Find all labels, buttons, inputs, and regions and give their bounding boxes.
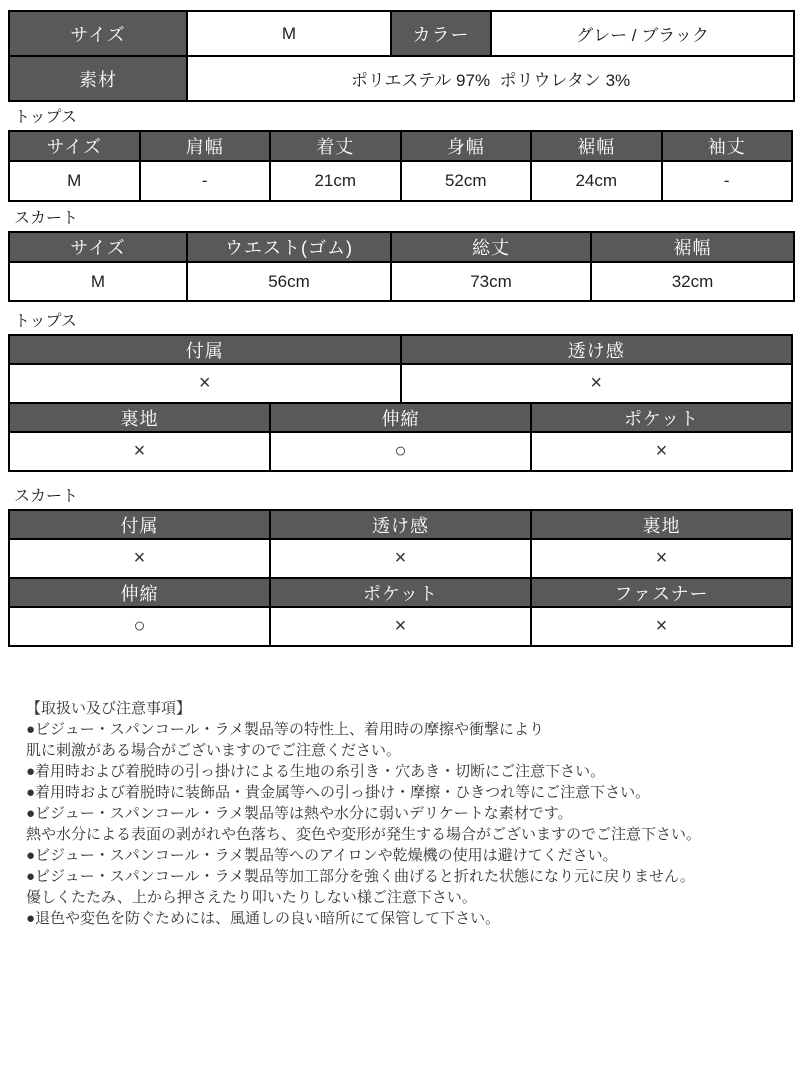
header-cell: 裾幅 bbox=[531, 131, 662, 161]
value-cell: × bbox=[270, 539, 531, 578]
header-cell: 伸縮 bbox=[270, 403, 531, 432]
header-cell: 裾幅 bbox=[591, 232, 794, 262]
header-cell: 付属 bbox=[9, 510, 270, 539]
header-cell: 付属 bbox=[9, 335, 401, 364]
care-note-line: ●ビジュー・スパンコール・ラメ製品等へのアイロンや乾燥機の使用は避けてください。 bbox=[26, 847, 618, 864]
value-cell: × bbox=[531, 432, 792, 471]
value-cell: 24cm bbox=[531, 161, 662, 201]
value-cell: 56cm bbox=[187, 262, 391, 301]
header-cell: 伸縮 bbox=[9, 578, 270, 607]
value-cell: M bbox=[9, 262, 187, 301]
color-value-cell: グレー / ブラック bbox=[491, 11, 794, 56]
header-cell: 総丈 bbox=[391, 232, 591, 262]
care-note-line: ●ビジュー・スパンコール・ラメ製品等の特性上、着用時の摩擦や衝撃により bbox=[26, 721, 545, 738]
care-note-line: ●着用時および着脱時の引っ掛けによる生地の糸引き・穴あき・切断にご注意下さい。 bbox=[26, 763, 606, 780]
value-cell: - bbox=[662, 161, 793, 201]
skirt-features-section-label: スカート bbox=[14, 488, 79, 505]
value-cell: - bbox=[140, 161, 271, 201]
value-cell: 32cm bbox=[591, 262, 794, 301]
header-cell: 透け感 bbox=[270, 510, 531, 539]
material-label-cell: 素材 bbox=[9, 56, 187, 101]
care-notes bbox=[26, 698, 786, 929]
material-value-cell: ポリエステル 97% ポリウレタン 3% bbox=[187, 56, 794, 101]
skirt-measure-table bbox=[8, 231, 795, 302]
header-cell: 袖丈 bbox=[662, 131, 793, 161]
value-cell: ○ bbox=[270, 432, 531, 471]
header-cell: ポケット bbox=[531, 403, 792, 432]
care-note-line: 熱や水分による表面の剥がれや色落ち、変色や変形が発生する場合がございますのでご注意下さい。 bbox=[26, 826, 702, 843]
value-cell: × bbox=[9, 432, 270, 471]
header-cell: 裏地 bbox=[9, 403, 270, 432]
care-note-line: 肌に刺激がある場合がございますのでご注意ください。 bbox=[26, 742, 402, 759]
header-cell: 裏地 bbox=[531, 510, 792, 539]
header-cell: ファスナー bbox=[531, 578, 792, 607]
size-value-cell: M bbox=[187, 11, 391, 56]
tops-features-section-label: トップス bbox=[14, 313, 77, 330]
tops-features-table bbox=[8, 334, 793, 472]
care-note-line: ●ビジュー・スパンコール・ラメ製品等加工部分を強く曲げると折れた状態になり元に戻りません。 bbox=[26, 868, 695, 885]
value-cell: × bbox=[9, 364, 401, 403]
header-cell: 透け感 bbox=[401, 335, 793, 364]
header-cell: 着丈 bbox=[270, 131, 401, 161]
header-cell: サイズ bbox=[9, 131, 140, 161]
header-cell: 身幅 bbox=[401, 131, 532, 161]
value-cell: 73cm bbox=[391, 262, 591, 301]
skirt-measure-section-label: スカート bbox=[14, 210, 79, 227]
care-note-line: ●着用時および着脱時に装飾品・貴金属等への引っ掛け・摩擦・ひきつれ等にご注意下さい。 bbox=[26, 784, 651, 801]
value-cell: × bbox=[531, 539, 792, 578]
value-cell: 21cm bbox=[270, 161, 401, 201]
header-cell: 肩幅 bbox=[140, 131, 271, 161]
header-cell: サイズ bbox=[9, 232, 187, 262]
care-note-line: 優しくたたみ、上から押さえたり叩いたりしない様ご注意下さい。 bbox=[26, 889, 477, 906]
value-cell: × bbox=[531, 607, 792, 646]
tops-measure-section-label: トップス bbox=[14, 109, 77, 126]
tops-measure-table bbox=[8, 130, 793, 202]
value-cell: 52cm bbox=[401, 161, 532, 201]
color-label-cell: カラー bbox=[391, 11, 491, 56]
size-label-cell: サイズ bbox=[9, 11, 187, 56]
value-cell: ○ bbox=[9, 607, 270, 646]
header-cell: ウエスト(ゴム) bbox=[187, 232, 391, 262]
value-cell: × bbox=[270, 607, 531, 646]
care-notes-title: 【取扱い及び注意事項】 bbox=[26, 700, 192, 717]
care-note-line: ●ビジュー・スパンコール・ラメ製品等は熱や水分に弱いデリケートな素材です。 bbox=[26, 805, 573, 822]
value-cell: × bbox=[401, 364, 793, 403]
header-cell: ポケット bbox=[270, 578, 531, 607]
value-cell: × bbox=[9, 539, 270, 578]
skirt-features-table bbox=[8, 509, 793, 647]
care-note-line: ●退色や変色を防ぐためには、風通しの良い暗所にて保管して下さい。 bbox=[26, 910, 501, 927]
spec-table bbox=[8, 10, 795, 102]
value-cell: M bbox=[9, 161, 140, 201]
